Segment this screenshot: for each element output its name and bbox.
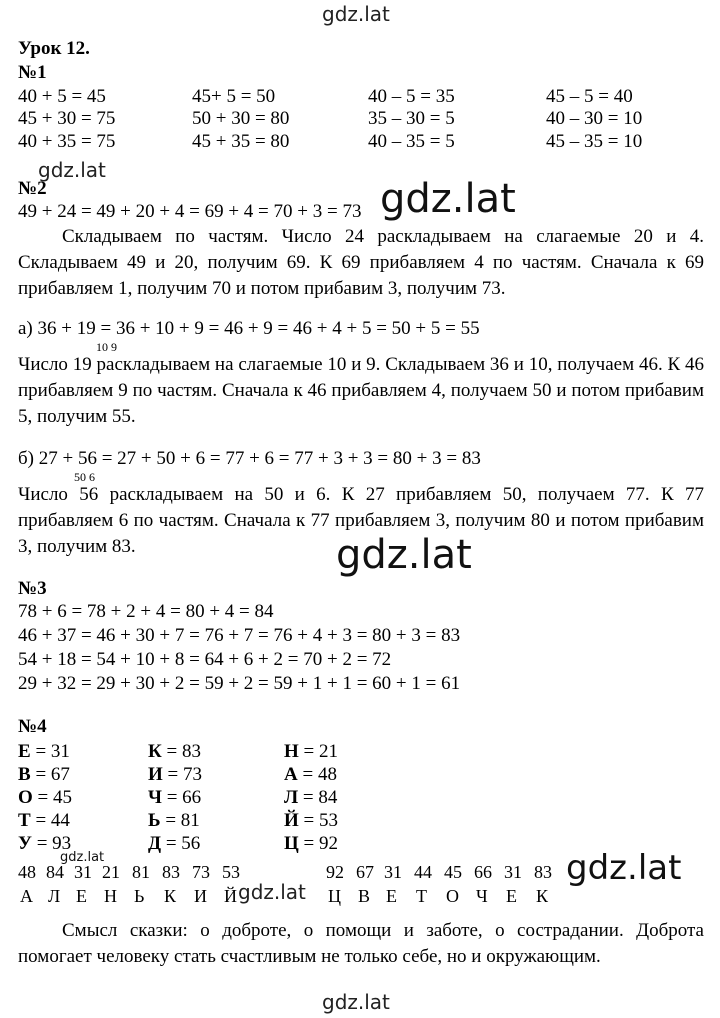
cipher-entry: А = 48 [284,764,337,785]
cipher-number: 31 [384,862,402,882]
equation: 40 + 5 = 45 [18,86,106,107]
task2-explanation: Складываем по частям. Число 24 раскладываем на слагаемые 20 и 4. Складываем 49 и 20, получим 69. К 69 прибавляем 4 по частям. Сначала к 69 прибавляем 1, получим 70 и потом прибавим 3, получим 73. [18,226,704,299]
cipher-letter: Е [506,886,517,906]
cipher-number: 92 [326,862,344,882]
equation: 50 + 30 = 80 [192,108,290,129]
cipher-entry: И = 73 [148,764,202,785]
cipher-entry: Н = 21 [284,741,338,762]
cipher-entry: Л = 84 [284,787,338,808]
task2a-equation: а) 36 + 19 = 36 + 10 + 9 = 46 + 9 = 46 + 4 + 5 = 50 + 5 = 55 [18,318,480,339]
cipher-number: 66 [474,862,492,882]
cipher-column [284,740,338,855]
equation: 40 – 5 = 35 [368,86,455,107]
cipher-number: 48 [18,862,36,882]
cipher-entry: Ь = 81 [148,810,200,831]
cipher-entry: Й = 53 [284,810,338,831]
task2-equation: 49 + 24 = 49 + 20 + 4 = 69 + 4 = 70 + 3 = 73 [18,201,362,222]
cipher-number: 44 [414,862,432,882]
cipher-entry: К = 83 [148,741,201,762]
cipher-number: 83 [534,862,552,882]
cipher-letter: Ч [476,886,488,906]
watermark: gdz.lat [566,848,682,888]
task2b-equation: б) 27 + 56 = 27 + 50 + 6 = 77 + 6 = 77 + 3 + 3 = 80 + 3 = 83 [18,448,481,469]
cipher-letter: Т [416,886,427,906]
cipher-letter: Ц [328,886,341,906]
equation: 45 + 30 = 75 [18,108,116,129]
watermark: gdz.lat [336,532,472,578]
cipher-column [18,740,72,855]
watermark: gdz.lat [322,990,390,1014]
cipher-number: 31 [504,862,522,882]
cipher-entry: Д = 56 [148,833,201,854]
cipher-letter: А [20,886,33,906]
cipher-number: 84 [46,862,64,882]
task3-line: 78 + 6 = 78 + 2 + 4 = 80 + 4 = 84 [18,601,274,622]
cipher-letter: Н [104,886,117,906]
cipher-number: 53 [222,862,240,882]
cipher-entry: О = 45 [18,787,72,808]
equation: 45 + 35 = 80 [192,131,290,152]
cipher-number: 21 [102,862,120,882]
cipher-number: 67 [356,862,374,882]
watermark: gdz.lat [380,176,516,222]
cipher-entry: Ц = 92 [284,833,338,854]
watermark: gdz.lat [322,2,390,26]
cipher-entry: В = 67 [18,764,70,785]
cipher-number: 45 [444,862,462,882]
task2a-decomposition: 10 9 [96,340,117,354]
equation: 35 – 30 = 5 [368,108,455,129]
cipher-letter: Е [76,886,87,906]
task3-line: 29 + 32 = 29 + 30 + 2 = 59 + 2 = 59 + 1 + 1 = 60 + 1 = 61 [18,673,461,694]
cipher-entry: Ч = 66 [148,787,202,808]
task3-heading: №3 [18,578,47,599]
cipher-number: 83 [162,862,180,882]
cipher-letter: К [536,886,549,906]
task3-line: 46 + 37 = 46 + 30 + 7 = 76 + 7 = 76 + 4 + 3 = 80 + 3 = 83 [18,625,461,646]
watermark: gdz.lat [238,880,306,904]
cipher-number: 73 [192,862,210,882]
task4-meaning: Смысл сказки: о доброте, о помощи и заботе, о сострадании. Доброта помогает человеку стать счастливым не только себе, но и окружающим. [18,920,704,967]
task2-heading: №2 [18,178,47,199]
cipher-letter: К [164,886,177,906]
equation: 40 + 35 = 75 [18,131,116,152]
equation: 40 – 35 = 5 [368,131,455,152]
cipher-letter: В [358,886,371,906]
task1-heading: №1 [18,62,47,83]
task2b-explanation: Число 56 раскладываем на 50 и 6. К 27 прибавляем 50, получаем 77. К 77 прибавляем 6 по частям. Сначала к 77 прибавляем 3, получим 80 и потом прибавим 3, получим 83. [18,484,704,557]
task4-heading: №4 [18,716,47,737]
cipher-letter: Й [224,886,237,906]
cipher-number: 81 [132,862,150,882]
task3-line: 54 + 18 = 54 + 10 + 8 = 64 + 6 + 2 = 70 + 2 = 72 [18,649,392,670]
cipher-column [148,740,202,855]
cipher-entry: У = 93 [18,833,72,854]
cipher-letter: Е [386,886,397,906]
task2b-decomposition: 50 6 [74,470,95,484]
watermark: gdz.lat [38,158,106,182]
watermark: gdz.lat [60,850,105,865]
cipher-number: 31 [74,862,92,882]
cipher-letter: Л [48,886,61,906]
task2a-explanation: Число 19 раскладываем на слагаемые 10 и 9. Складываем 36 и 10, получаем 46. К 46 прибавляем 9 по частям. Сначала к 46 прибавляем 4, получаем 50 и потом прибавим 5, получим 55. [18,354,704,427]
cipher-entry: Т = 44 [18,810,70,831]
equation: 45+ 5 = 50 [192,86,276,107]
equation: 45 – 5 = 40 [546,86,633,107]
lesson-title: Урок 12. [18,38,90,59]
cipher-letter: И [194,886,207,906]
cipher-letter: Ь [134,886,145,906]
cipher-entry: Е = 31 [18,741,70,762]
equation: 45 – 35 = 10 [546,131,643,152]
equation: 40 – 30 = 10 [546,108,643,129]
cipher-letter: О [446,886,459,906]
